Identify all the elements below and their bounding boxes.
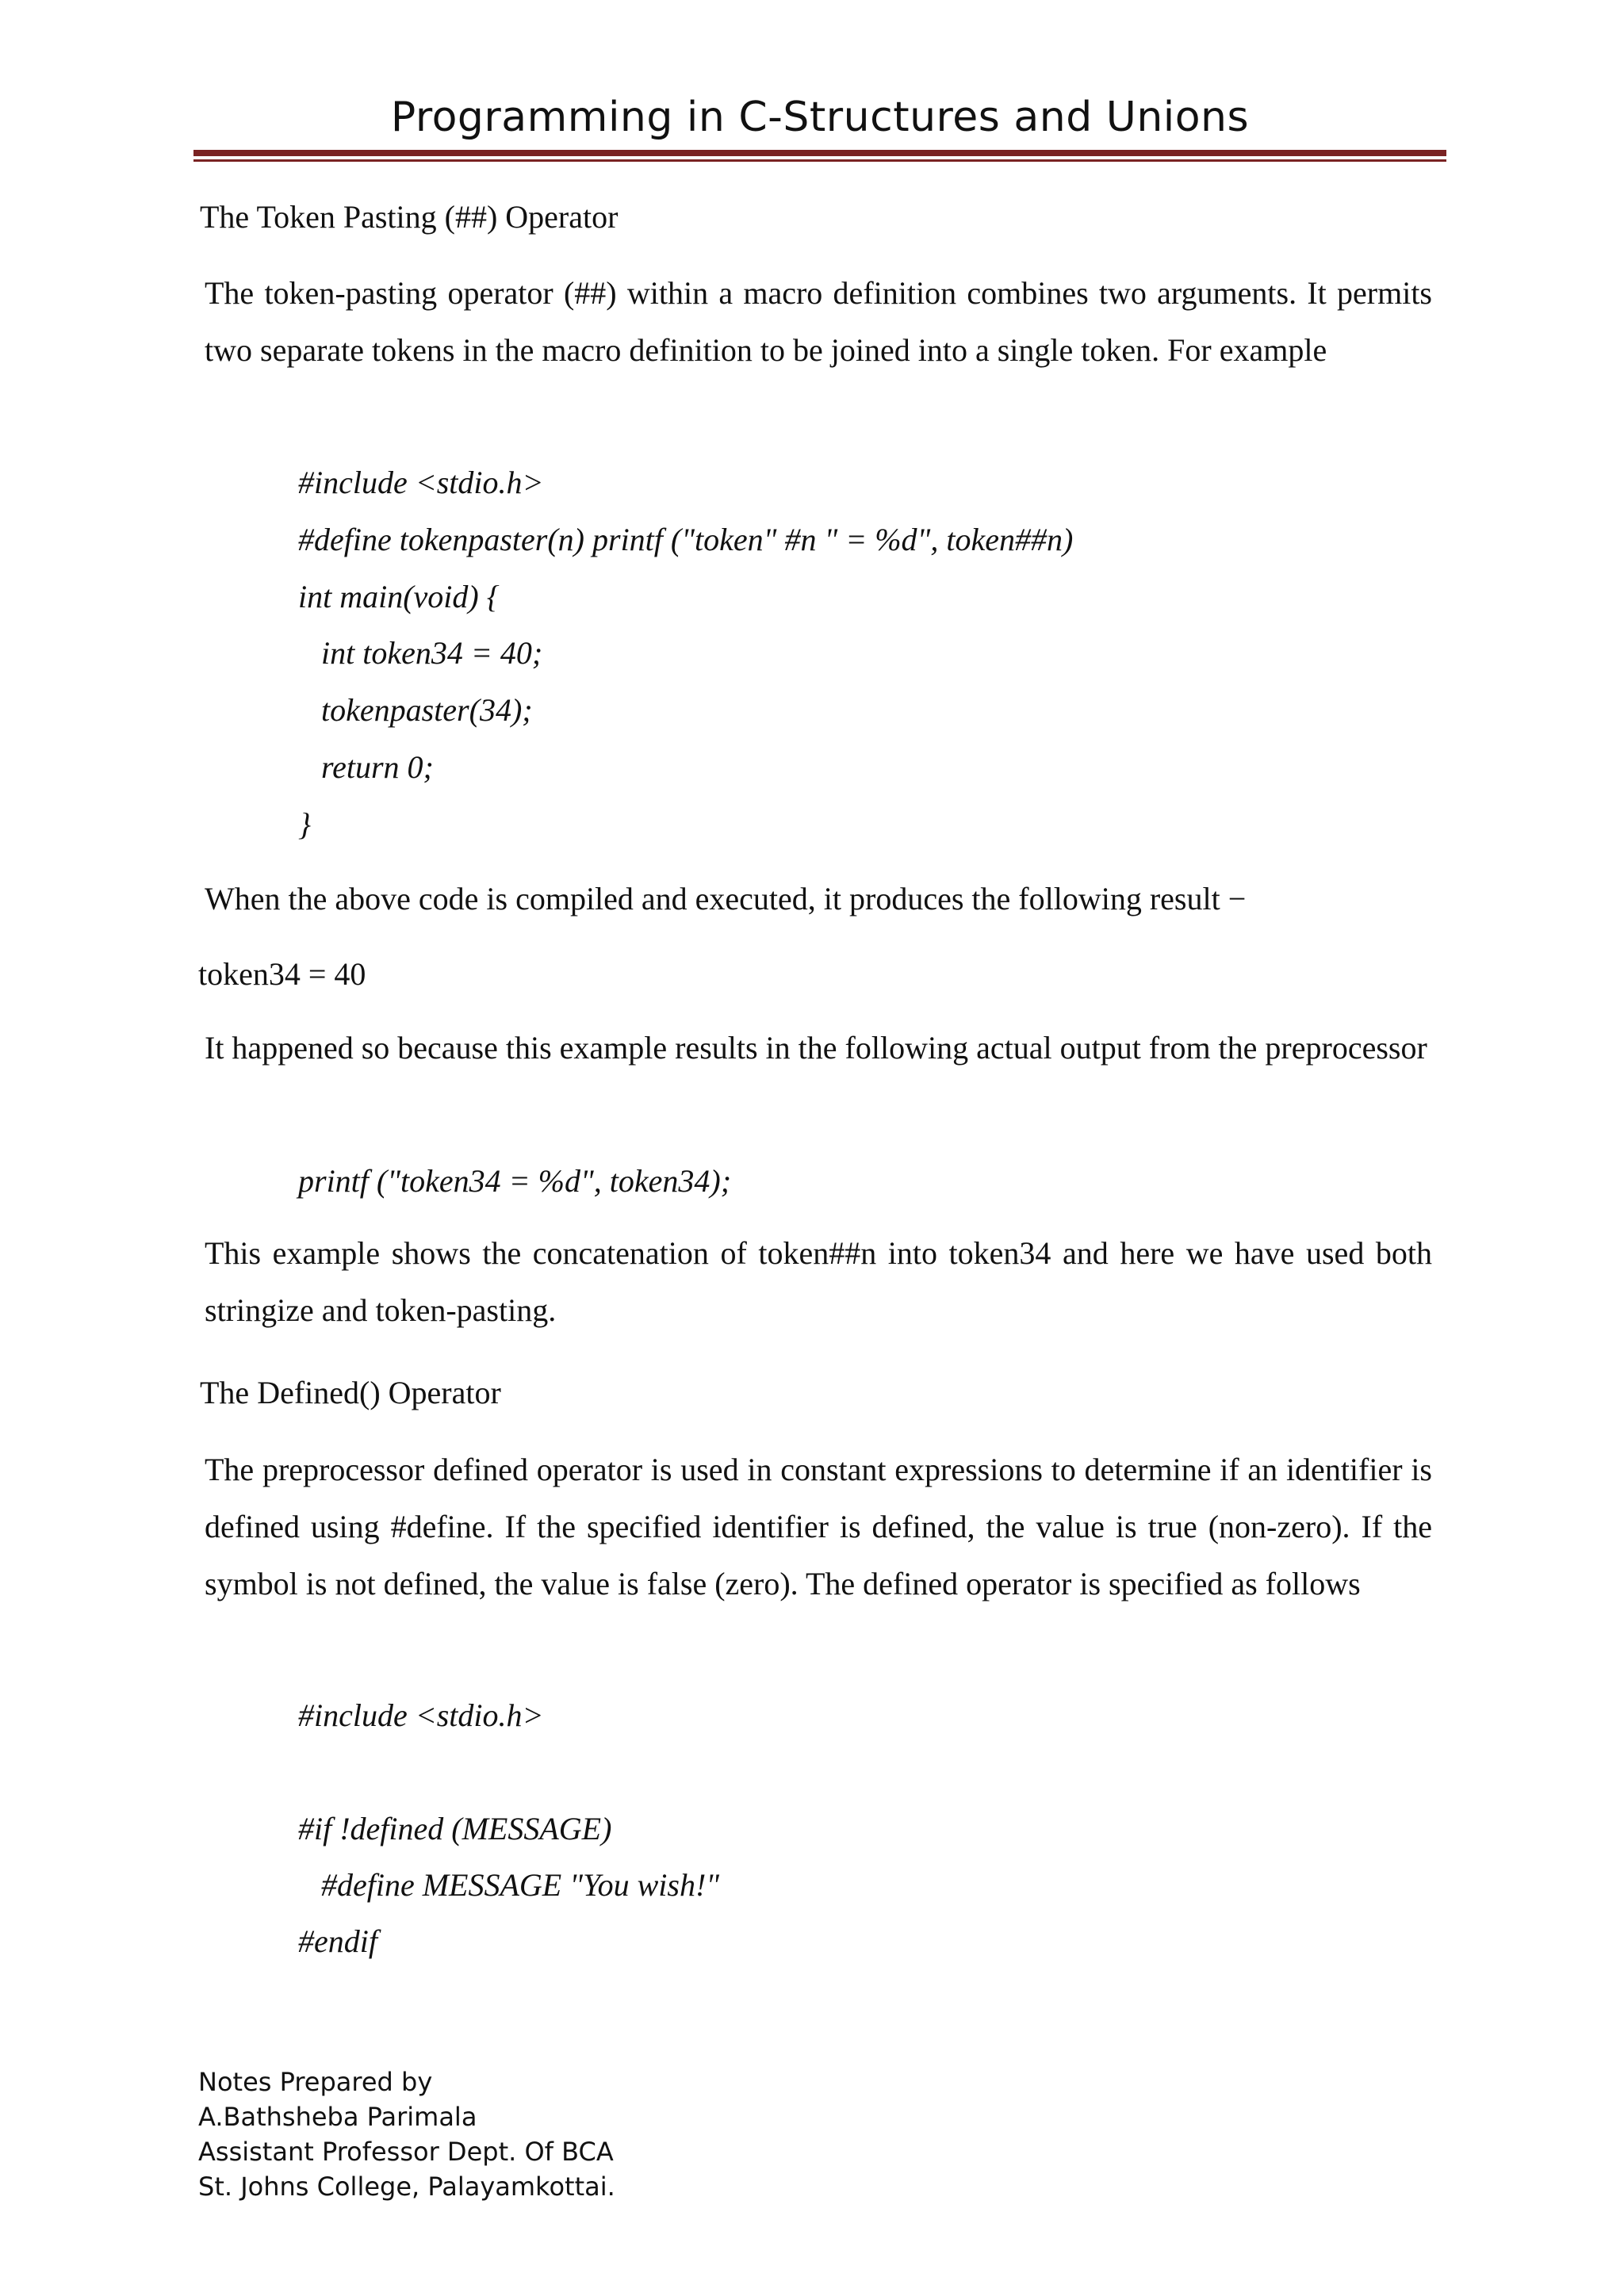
footer-line: St. Johns College, Palayamkottai. xyxy=(198,2172,615,2202)
code-line: return 0; xyxy=(321,749,434,785)
code-line: tokenpaster(34); xyxy=(321,692,533,728)
code-line: #if !defined (MESSAGE) xyxy=(298,1811,612,1846)
code-line: } xyxy=(298,806,311,842)
code-line: int token34 = 40; xyxy=(321,635,543,671)
section-heading-defined-operator: The Defined() Operator xyxy=(200,1375,501,1410)
running-header-title: Programming in C-Structures and Unions xyxy=(390,94,1250,141)
code-line: #define MESSAGE "You wish!" xyxy=(321,1867,720,1903)
token-pasting-intro-paragraph: The token-pasting operator (##) within a macro definition combines two arguments. It permits two separate tokens in the macro definition to be joined into a single token. For example xyxy=(205,275,1432,368)
concatenation-summary-paragraph: This example shows the concatenation of token##n into token34 and here we have used both stringize and token-pasting. xyxy=(205,1235,1432,1328)
defined-operator-intro-paragraph: The preprocessor defined operator is used in constant expressions to determine if an identifier is defined using #define. If the specified identifier is defined, the value is true (non-zero). If the symbol is not defined, the value is false (zero). The defined operator is specified as follows xyxy=(205,1452,1432,1601)
code-line: #include <stdio.h> xyxy=(298,465,544,500)
code-line: #include <stdio.h> xyxy=(298,1697,544,1733)
footer-line: A.Bathsheba Parimala xyxy=(198,2102,477,2132)
footer-line: Notes Prepared by xyxy=(198,2067,433,2097)
footer-line: Assistant Professor Dept. Of BCA xyxy=(198,2137,614,2167)
program-output-text: token34 = 40 xyxy=(198,956,366,992)
header-rule-thick xyxy=(193,150,1446,156)
section-heading-token-pasting: The Token Pasting (##) Operator xyxy=(200,199,619,235)
header-rule-thin xyxy=(193,159,1446,162)
footer-author-notes xyxy=(198,2064,615,2204)
result-intro-text: When the above code is compiled and executed, it produces the following result − xyxy=(205,881,1247,916)
code-line: #define tokenpaster(n) printf ("token" #n " = %d", token##n) xyxy=(298,522,1074,557)
code-line: #endif xyxy=(298,1923,377,1959)
preprocessor-output-code: printf ("token34 = %d", token34); xyxy=(298,1163,732,1199)
preprocessor-explanation-paragraph: It happened so because this example results in the following actual output from the preprocessor xyxy=(205,1030,1427,1066)
code-line: int main(void) { xyxy=(298,579,500,614)
